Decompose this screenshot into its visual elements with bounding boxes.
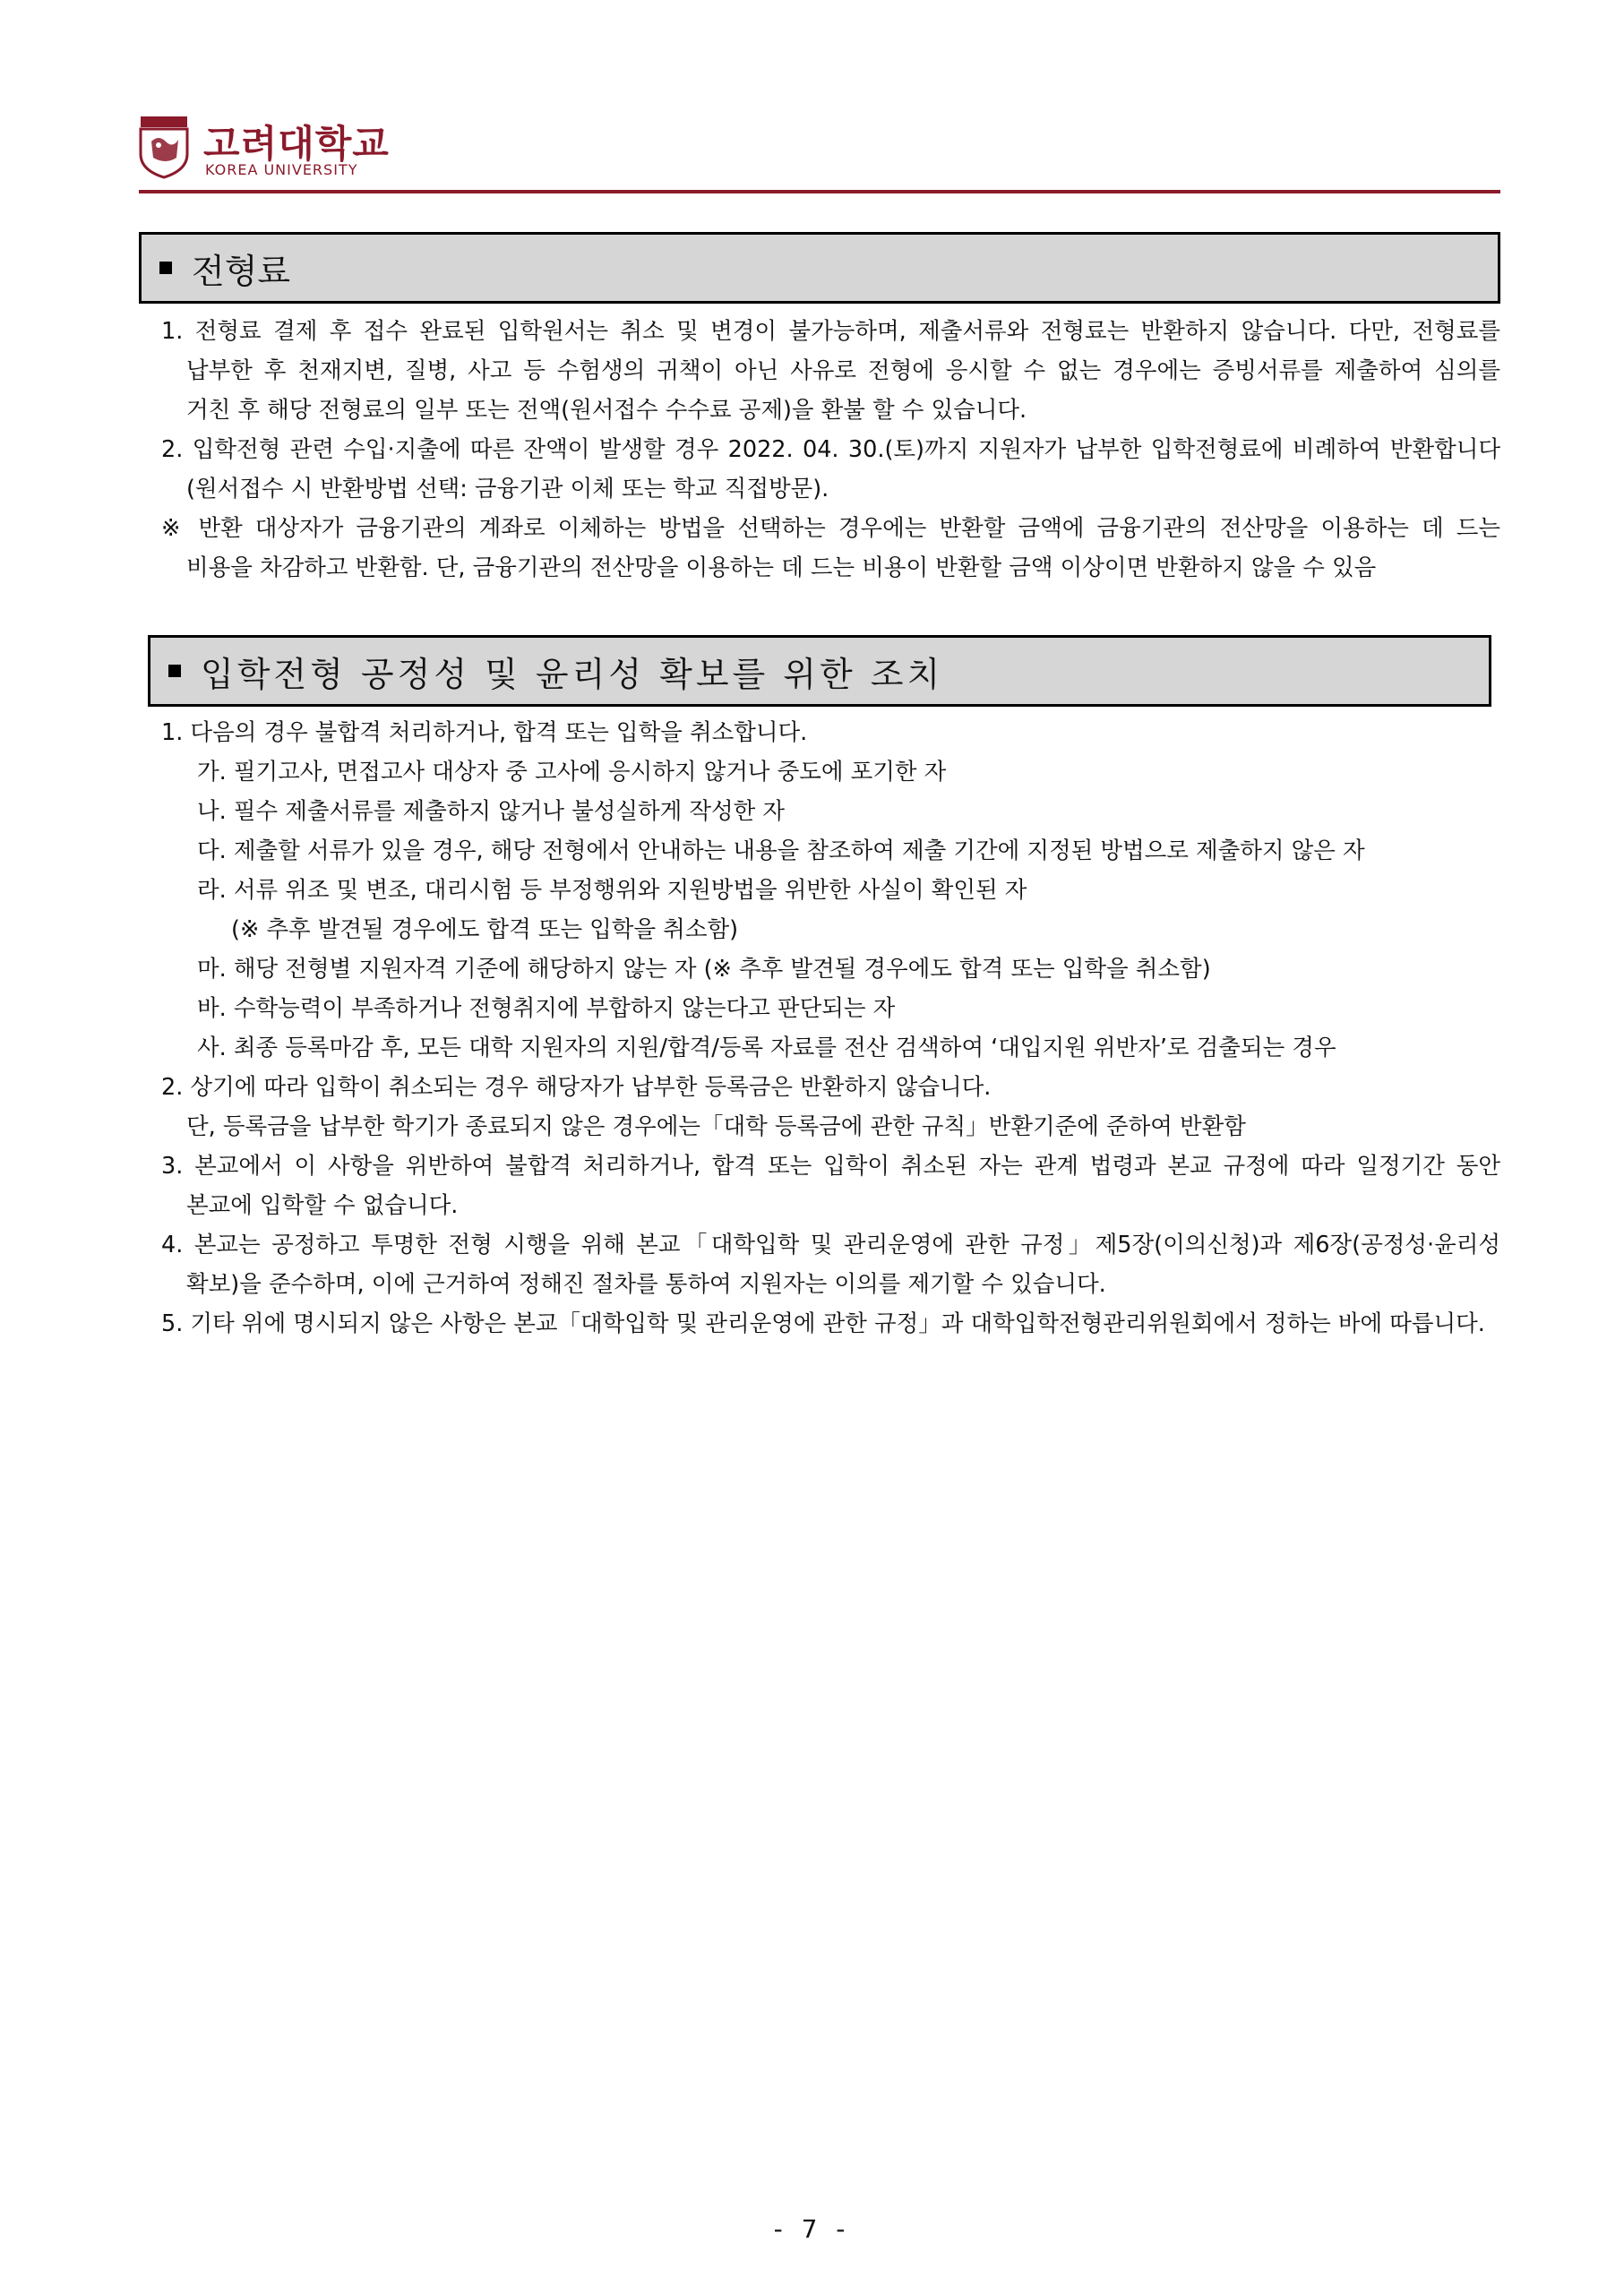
list-item: 2. 상기에 따라 입학이 취소되는 경우 해당자가 납부한 등록금은 반환하지 않습니다. — [161, 1074, 992, 1101]
page-header — [139, 115, 1500, 195]
square-bullet-icon — [159, 262, 172, 274]
list-item-continuation: 본교에 입학할 수 없습니다. — [186, 1192, 459, 1219]
header-divider — [139, 190, 1500, 193]
section-title-fairness — [148, 635, 1491, 707]
sub-list-item: 다. 제출할 서류가 있을 경우, 해당 전형에서 안내하는 내용을 참조하여 제출 기간에 지정된 방법으로 제출하지 않은 자 — [197, 837, 1365, 864]
fairness-section-body — [161, 713, 1500, 1344]
sub-list-item: 마. 해당 전형별 지원자격 기준에 해당하지 않는 자 (※ 추후 발견될 경우에도 합격 또는 입학을 취소함) — [197, 956, 1211, 983]
logo-korean-name: 고려대학교 — [203, 122, 390, 166]
list-item-continuation: 단, 등록금을 납부한 학기가 종료되지 않은 경우에는「대학 등록금에 관한 규칙」반환기준에 준하여 반환함 — [186, 1113, 1246, 1140]
paragraph-line: (원서접수 시 반환방법 선택: 금융기관 이체 또는 학교 직접방문). — [186, 476, 829, 502]
sub-list-note: (※ 추후 발견될 경우에도 합격 또는 입학을 취소함) — [231, 916, 739, 943]
list-item: 1. 다음의 경우 불합격 처리하거나, 합격 또는 입학을 취소합니다. — [161, 719, 808, 746]
paragraph-line: 1. 전형료 결제 후 접수 완료된 입학원서는 취소 및 변경이 불가능하며, 제출서류와 전형료는 반환하지 않습니다. 다만, 전형료를 — [161, 318, 1500, 345]
sub-list-item: 사. 최종 등록마감 후, 모든 대학 지원자의 지원/합격/등록 자료를 전산 검색하여 ‘대입지원 위반자’로 검출되는 경우 — [197, 1035, 1336, 1061]
paragraph-line: 2. 입학전형 관련 수입·지출에 따른 잔액이 발생할 경우 2022. 04. 30.(토)까지 지원자가 납부한 입학전형료에 비례하여 반환합니다 — [161, 436, 1500, 463]
page-number: - 7 - — [773, 2214, 851, 2244]
list-item: 4. 본교는 공정하고 투명한 전형 시행을 위해 본교「대학입학 및 관리운영에 관한 규정」제5장(이의신청)과 제6장(공정성·윤리성 — [161, 1232, 1500, 1258]
list-item: 5. 기타 위에 명시되지 않은 사항은 본교「대학입학 및 관리운영에 관한 규정」과 대학입학전형관리위원회에서 정하는 바에 따릅니다. — [161, 1310, 1485, 1337]
fee-section-body — [161, 312, 1500, 588]
paragraph-line: 거친 후 해당 전형료의 일부 또는 전액(원서접수 수수료 공제)을 환불 할 수 있습니다. — [186, 397, 1027, 424]
korea-university-emblem-icon — [139, 115, 189, 179]
sub-list-item: 나. 필수 제출서류를 제출하지 않거나 불성실하게 작성한 자 — [197, 798, 786, 825]
note-line: 비용을 차감하고 반환함. 단, 금융기관의 전산망을 이용하는 데 드는 비용이 반환할 금액 이상이면 반환하지 않을 수 있음 — [186, 554, 1377, 581]
square-bullet-icon — [168, 665, 181, 677]
sub-list-item: 바. 수학능력이 부족하거나 전형취지에 부합하지 않는다고 판단되는 자 — [197, 995, 896, 1022]
section-title-label: 전형료 — [192, 251, 291, 291]
list-item-continuation: 확보)을 준수하며, 이에 근거하여 정해진 절차를 통하여 지원자는 이의를 제기할 수 있습니다. — [186, 1271, 1106, 1298]
sub-list-item: 가. 필기고사, 면접고사 대상자 중 고사에 응시하지 않거나 중도에 포기한 자 — [197, 759, 947, 786]
logo-english-name: KOREA UNIVERSITY — [205, 161, 358, 178]
sub-list-item: 라. 서류 위조 및 변조, 대리시험 등 부정행위와 지원방법을 위반한 사실이 확인된 자 — [197, 877, 1027, 904]
note-line: ※ 반환 대상자가 금융기관의 계좌로 이체하는 방법을 선택하는 경우에는 반환할 금액에 금융기관의 전산망을 이용하는 데 드는 — [161, 515, 1500, 542]
section-title-label: 입학전형 공정성 및 윤리성 확보를 위한 조치 — [201, 654, 944, 694]
paragraph-line: 납부한 후 천재지변, 질병, 사고 등 수험생의 귀책이 아닌 사유로 전형에 응시할 수 없는 경우에는 증빙서류를 제출하여 심의를 — [186, 357, 1500, 384]
list-item: 3. 본교에서 이 사항을 위반하여 불합격 처리하거나, 합격 또는 입학이 취소된 자는 관계 법령과 본교 규정에 따라 일정기간 동안 — [161, 1153, 1500, 1180]
section-title-fee — [139, 232, 1500, 304]
